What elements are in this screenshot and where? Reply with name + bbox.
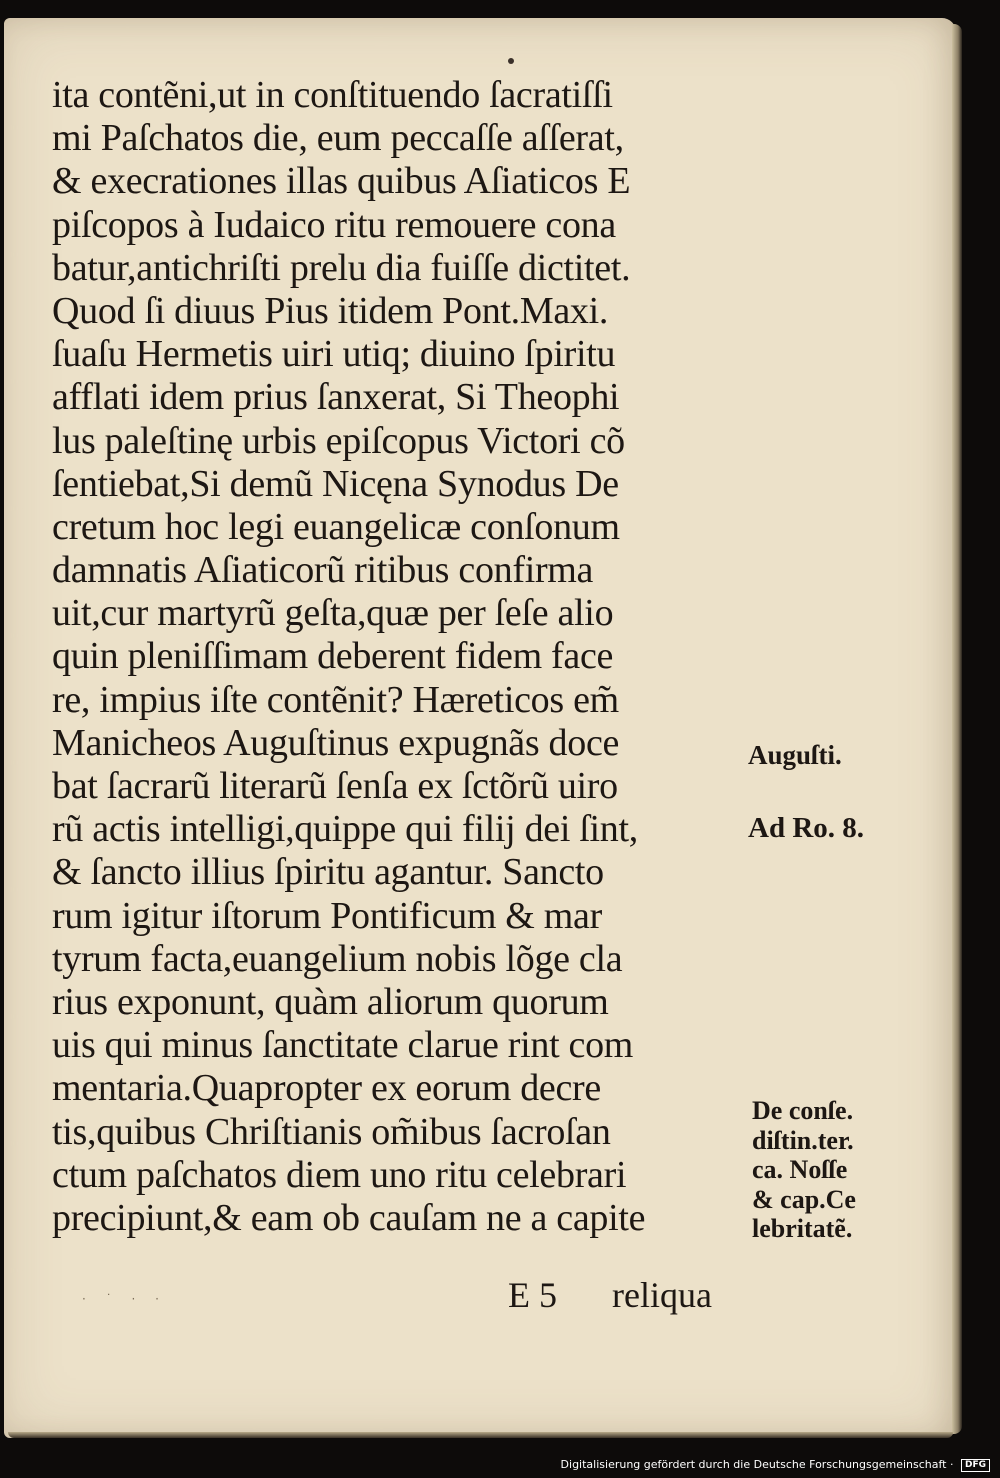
margin-note-line: & cap.Ce [752,1184,856,1214]
text-line: tyrum facta,euangelium nobis lõge cla [52,937,623,980]
text-line: ita contẽni,ut in conſtituendo ſacratiſſi [52,74,613,116]
margin-note-line: ca. Noſſe [752,1155,848,1184]
body-text-block [52,74,742,1240]
text-line: Quod ſi diuus Pius itidem Pont.Maxi. [52,289,609,332]
text-line: cretum hoc legi euangelicæ conſonum [52,505,620,548]
text-line: rũ actis intelligi,quippe qui filij dei ſint, [52,808,638,851]
text-line: bat ſacrarũ literarũ ſenſa ex ſctõrũ uiro [52,765,618,807]
margin-note-line: De conſe. [752,1096,854,1125]
text-line: lus paleſtinę urbis epiſcopus Victori cõ [52,419,625,462]
text-line: & ſancto illius ſpiritu agantur. Sancto [52,851,604,894]
margin-note-de-conse [752,1096,856,1244]
paper-specks: · ˙ · · [82,1292,167,1306]
text-line: rius exponunt, quàm aliorum quorum [52,980,609,1023]
dfg-logo: DFG [961,1459,990,1472]
text-line: ſuaſu Hermetis uiri utiq; diuino ſpiritu [52,333,616,376]
text-line: Manicheos Auguſtinus expugnãs doce [52,721,620,764]
margin-note-ad-ro: Ad Ro. 8. [748,812,865,844]
margin-note-line: lebritatẽ. [752,1214,853,1243]
text-line: batur,antichriſti prelu dia fuiſſe dictitet. [52,246,631,289]
text-line: tis,quibus Chriſtianis om̃ibus ſacroſan [52,1110,611,1153]
margin-note-augusti: Auguſti. [748,740,842,770]
text-line: uit,cur martyrũ geſta,quæ per ſeſe alio [52,592,614,635]
text-line: ctum paſchatos diem uno ritu celebrari [52,1153,627,1196]
text-line: piſcopos à Iudaico ritu remouere cona [52,203,616,246]
text-line: precipiunt,& eam ob cauſam ne a capite [52,1196,646,1239]
text-line: damnatis Aſiaticorũ ritibus confirma [52,549,594,592]
catchword: reliqua [612,1275,712,1315]
text-line: mi Paſchatos die, eum peccaſſe aſſerat, [52,117,624,160]
text-line: mentaria.Quapropter ex eorum decre [52,1067,601,1110]
signature-mark: E 5 [508,1275,557,1315]
digitization-credit-footer: Digitalisierung gefördert durch die Deutsche Forschungsgemeinschaft · DFG [561,1458,990,1472]
page-fore-edge [952,24,962,1434]
text-line: uis qui minus ſanctitate clarue rint com [52,1024,634,1067]
text-line: & execrationes illas quibus Aſiaticos E [52,160,631,203]
page-bottom-edge [8,1432,953,1438]
catchword-line [508,1274,712,1316]
footer-credit-text: Digitalisierung gefördert durch die Deutsche Forschungsgemeinschaft [560,1458,947,1471]
text-line: afflati idem prius ſanxerat, Si Theophi [52,376,620,419]
text-line: quin pleniſſimam deberent fidem face [52,635,614,678]
margin-note-line: diſtin.ter. [752,1125,854,1155]
text-line: re, impius iſte contẽnit? Hæreticos em̃ [52,678,619,721]
text-line: rum igitur iſtorum Pontificum & mar [52,894,602,937]
text-line: ſentiebat,Si demũ Nicęna Synodus De [52,462,619,505]
ink-dot-mark [508,58,514,64]
